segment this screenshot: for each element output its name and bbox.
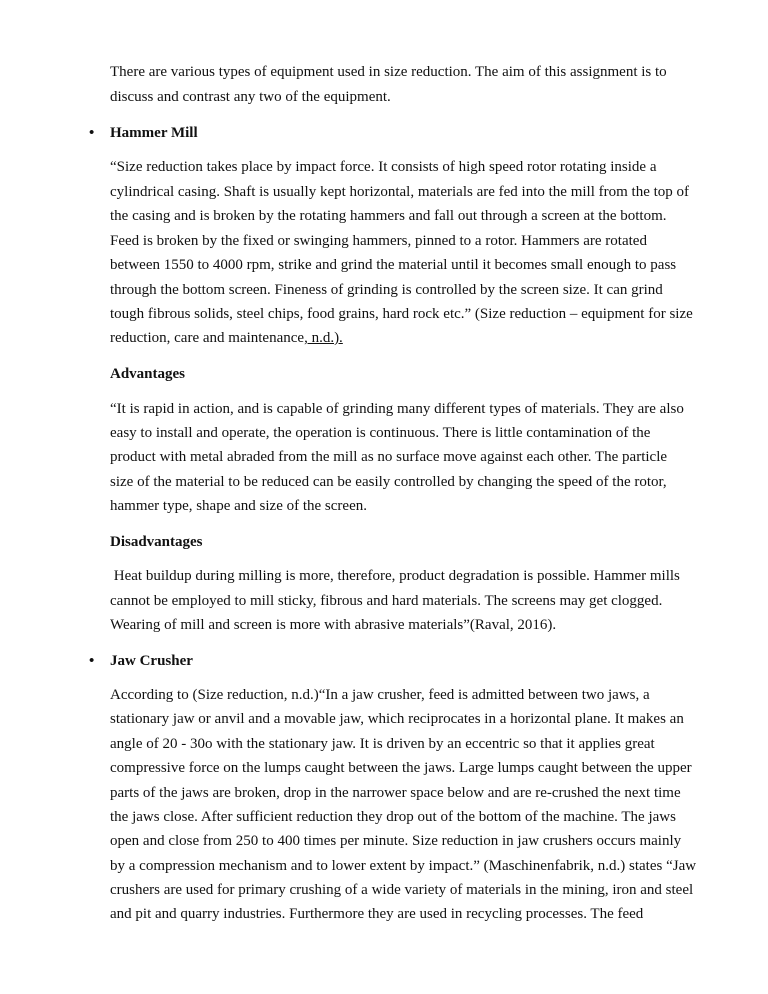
body-line: compressive force on the lumps caught between the jaws. Large lumps caught between the upper [110,760,692,776]
body-line: open and close from 250 to 400 times per minute. Size reduction in jaw crushers occurs mainly [110,833,682,849]
body-line: Feed is broken by the fixed or swinging hammers, pinned to a rotor. Hammers are rotated [110,233,647,249]
bullet-icon: • [89,125,95,141]
body-line: parts of the jaws are broken, drop in the narrower space below and are re-crushed the next time [110,785,681,801]
body-line-citation [110,329,343,347]
citation-underlined: , n.d.). [304,330,343,346]
bullet-icon: • [89,653,95,669]
advantages-line: “It is rapid in action, and is capable of grinding many different types of materials. They are also [110,401,684,417]
body-line: cylindrical casing. Shaft is usually kept horizontal, materials are fed into the mill from the top of [110,184,690,200]
body-line: the casing and is broken by the rotating hammers and fall out through a screen at the bottom. [110,208,667,224]
body-line: and pit and quarry industries. Furthermore they are used in recycling processes. The feed [110,906,644,922]
advantages-line: easy to install and operate, the operation is continuous. There is little contamination of the [110,425,651,441]
advantages-line: hammer type, shape and size of the screen. [110,498,367,514]
body-line: According to (Size reduction, n.d.)“In a jaw crusher, feed is admitted between two jaws, a [110,687,650,703]
citation-text: reduction, care and maintenance [110,330,305,346]
advantages-line: product with metal abraded from the mill as no surface move against each other. The particle [110,449,668,465]
advantages-line: size of the material to be reduced can be easily controlled by changing the speed of the rotor, [110,474,667,490]
body-line: through the bottom screen. Fineness of grinding is controlled by the screen size. It can grind [110,282,663,298]
disadvantages-line: Wearing of mill and screen is more with abrasive materials”(Raval, 2016). [110,617,557,633]
section-heading-jaw-crusher: Jaw Crusher [110,653,193,669]
section-heading-hammer-mill: Hammer Mill [110,125,198,141]
disadvantages-line: Heat buildup during milling is more, therefore, product degradation is possible. Hammer mills [110,568,680,584]
body-line: crushers are used for primary crushing of a wide variety of materials in the mining, iron and steel [110,882,694,898]
body-line: by a compression mechanism and to lower extent by impact.” (Maschinenfabrik, n.d.) states “Jaw [110,858,697,874]
subheading-advantages: Advantages [110,366,186,382]
intro-line: There are various types of equipment used in size reduction. The aim of this assignment is to [110,64,667,80]
body-line: angle of 20 - 30o with the stationary jaw. It is driven by an eccentric so that it applies great [110,736,655,752]
body-line: stationary jaw or anvil and a movable jaw, which reciprocates in a horizontal plane. It makes an [110,711,684,727]
intro-line: discuss and contrast any two of the equipment. [110,89,391,105]
body-line: tough fibrous solids, steel chips, food grains, hard rock etc.” (Size reduction – equipment for size [110,306,693,322]
subheading-disadvantages: Disadvantages [110,534,203,550]
body-line: “Size reduction takes place by impact force. It consists of high speed rotor rotating inside a [110,159,657,175]
body-line: the jaws close. After sufficient reduction they drop out of the bottom of the machine. The jaws [110,809,676,825]
body-line: between 1550 to 4000 rpm, strike and grind the material until it becomes small enough to pass [110,257,677,273]
disadvantages-line: cannot be employed to mill sticky, fibrous and hard materials. The screens may get clogged. [110,593,663,609]
